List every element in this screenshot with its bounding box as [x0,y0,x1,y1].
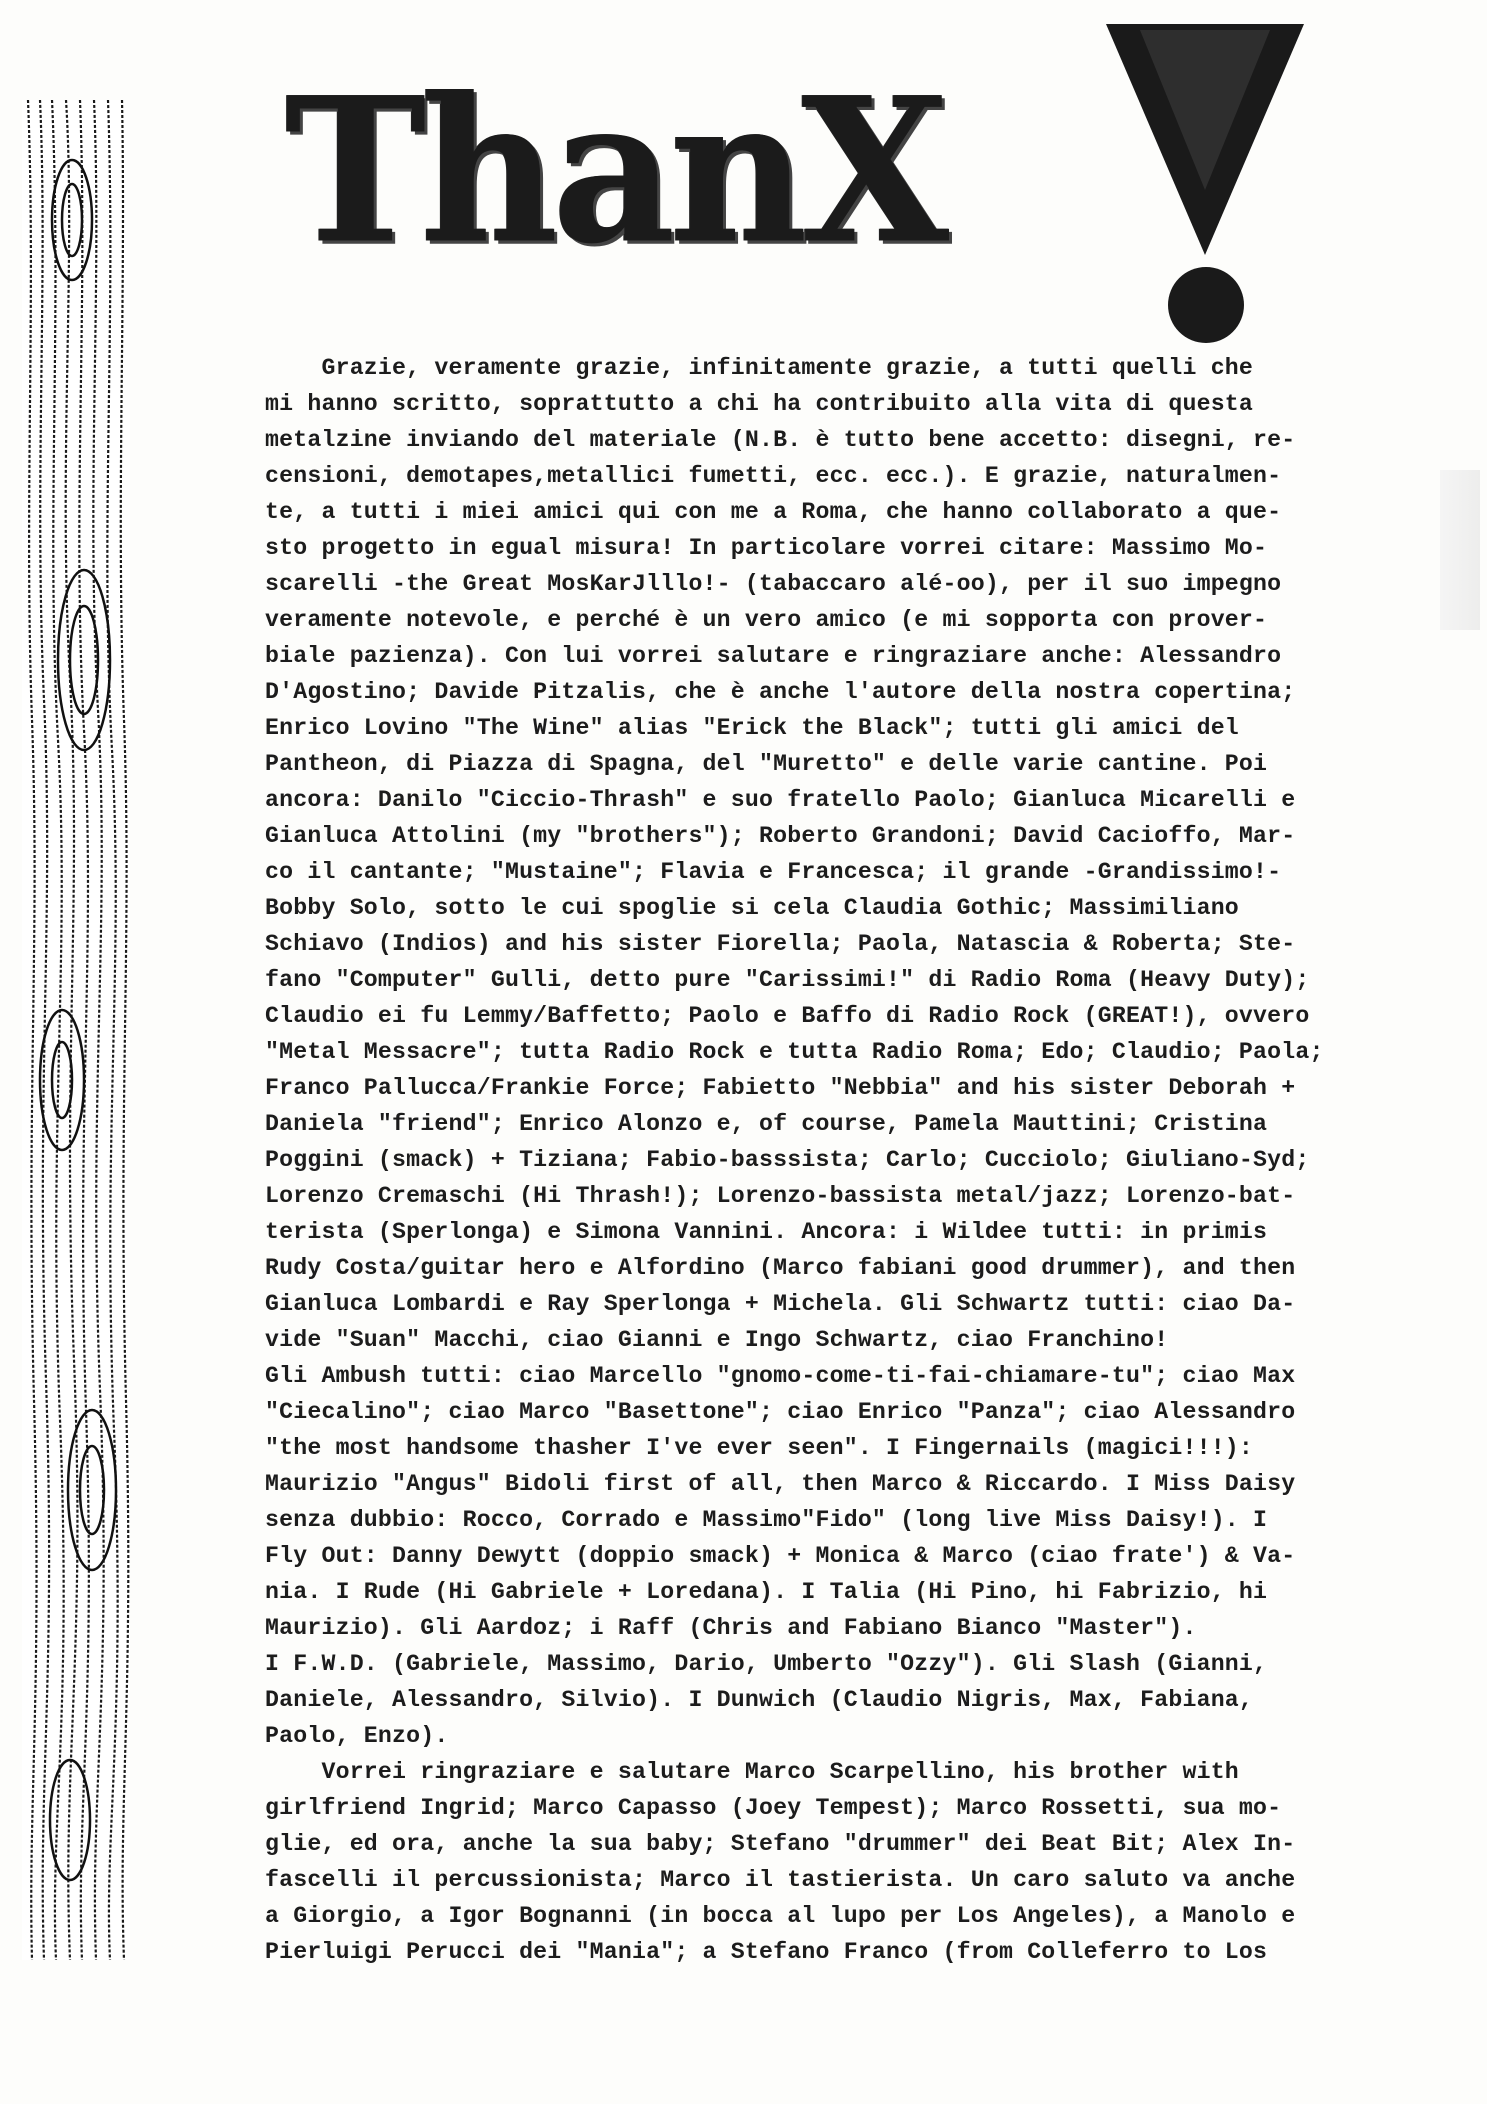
text-line: Gianluca Lombardi e Ray Sperlonga + Michela. Gli Schwartz tutti: ciao Da- [265,1291,1296,1317]
text-line: fano "Computer" Gulli, detto pure "Carissimi!" di Radio Roma (Heavy Duty); [265,967,1310,993]
text-line: sto progetto in egual misura! In particolare vorrei citare: Massimo Mo- [265,535,1268,561]
text-line: Franco Pallucca/Frankie Force; Fabietto "Nebbia" and his sister Deborah + [265,1075,1296,1101]
text-line: vide "Suan" Macchi, ciao Gianni e Ingo Schwartz, ciao Franchino! [265,1327,1169,1353]
text-line: senza dubbio: Rocco, Corrado e Massimo"Fido" (long live Miss Daisy!). I [265,1507,1268,1533]
text-line: "the most handsome thasher I've ever seen". I Fingernails (magici!!!): [265,1435,1254,1461]
text-line: Maurizio "Angus" Bidoli first of all, then Marco & Riccardo. I Miss Daisy [265,1471,1296,1497]
page-title [285,40,1085,290]
text-line: Fly Out: Danny Dewytt (doppio smack) + Monica & Marco (ciao frate') & Va- [265,1543,1296,1569]
bleed-through-mark [1440,470,1480,630]
wood-grain-border [22,100,130,1960]
text-line: Grazie, veramente grazie, infinitamente grazie, a tutti quelli che [265,355,1254,381]
text-line: Poggini (smack) + Tiziana; Fabio-basssista; Carlo; Cucciolo; Giuliano-Syd; [265,1147,1310,1173]
thanks-body-text [265,350,1395,1970]
text-line: veramente notevole, e perché è un vero amico (e mi sopporta con prover- [265,607,1268,633]
text-line: scarelli -the Great MosKarJlllo!- (tabaccaro alé-oo), per il suo impegno [265,571,1282,597]
text-line: Daniela "friend"; Enrico Alonzo e, of course, Pamela Mauttini; Cristina [265,1111,1268,1137]
text-line: Daniele, Alessandro, Silvio). I Dunwich (Claudio Nigris, Max, Fabiana, [265,1687,1254,1713]
text-line: "Ciecalino"; ciao Marco "Basettone"; ciao Enrico "Panza"; ciao Alessandro [265,1399,1296,1425]
text-line: ancora: Danilo "Ciccio-Thrash" e suo fratello Paolo; Gianluca Micarelli e [265,787,1296,813]
text-line: metalzine inviando del materiale (N.B. è tutto bene accetto: disegni, re- [265,427,1296,453]
text-line: Maurizio). Gli Aardoz; i Raff (Chris and Fabiano Bianco "Master"). [265,1615,1197,1641]
text-line: Pierluigi Perucci dei "Mania"; a Stefano Franco (from Colleferro to Los [265,1939,1268,1965]
text-line: glie, ed ora, anche la sua baby; Stefano "drummer" dei Beat Bit; Alex In- [265,1831,1296,1857]
title-text: ThanX [285,53,944,288]
text-line: "Metal Messacre"; tutta Radio Rock e tutta Radio Roma; Edo; Claudio; Paola; [265,1039,1324,1065]
text-line: terista (Sperlonga) e Simona Vannini. Ancora: i Wildee tutti: in primis [265,1219,1268,1245]
text-line: nia. I Rude (Hi Gabriele + Loredana). I Talia (Hi Pino, hi Fabrizio, hi [265,1579,1268,1605]
text-line: Claudio ei fu Lemmy/Baffetto; Paolo e Baffo di Radio Rock (GREAT!), ovvero [265,1003,1310,1029]
text-line: a Giorgio, a Igor Bognanni (in bocca al lupo per Los Angeles), a Manolo e [265,1903,1296,1929]
text-line: Vorrei ringraziare e salutare Marco Scarpellino, his brother with [265,1759,1239,1785]
exclamation-mark-graphic [1100,20,1310,350]
text-line: mi hanno scritto, soprattutto a chi ha contribuito alla vita di questa [265,391,1254,417]
text-line: Schiavo (Indios) and his sister Fiorella; Paola, Natascia & Roberta; Ste- [265,931,1296,957]
text-line: Lorenzo Cremaschi (Hi Thrash!); Lorenzo-bassista metal/jazz; Lorenzo-bat- [265,1183,1296,1209]
text-line: Enrico Lovino "The Wine" alias "Erick the Black"; tutti gli amici del [265,715,1239,741]
text-line: Bobby Solo, sotto le cui spoglie si cela Claudia Gothic; Massimiliano [265,895,1239,921]
text-line: co il cantante; "Mustaine"; Flavia e Francesca; il grande -Grandissimo!- [265,859,1282,885]
text-line: te, a tutti i miei amici qui con me a Roma, che hanno collaborato a que- [265,499,1282,525]
text-line: Pantheon, di Piazza di Spagna, del "Muretto" e delle varie cantine. Poi [265,751,1268,777]
text-line: girlfriend Ingrid; Marco Capasso (Joey Tempest); Marco Rossetti, sua mo- [265,1795,1282,1821]
text-line: I F.W.D. (Gabriele, Massimo, Dario, Umberto "Ozzy"). Gli Slash (Gianni, [265,1651,1268,1677]
text-line: fascelli il percussionista; Marco il tastierista. Un caro saluto va anche [265,1867,1296,1893]
text-line: Gianluca Attolini (my "brothers"); Roberto Grandoni; David Cacioffo, Mar- [265,823,1296,849]
text-line: censioni, demotapes,metallici fumetti, ecc. ecc.). E grazie, naturalmen- [265,463,1282,489]
text-line: D'Agostino; Davide Pitzalis, che è anche l'autore della nostra copertina; [265,679,1296,705]
text-line: Paolo, Enzo). [265,1723,449,1749]
text-line: biale pazienza). Con lui vorrei salutare e ringraziare anche: Alessandro [265,643,1282,669]
text-line: Gli Ambush tutti: ciao Marcello "gnomo-come-ti-fai-chiamare-tu"; ciao Max [265,1363,1296,1389]
text-line: Rudy Costa/guitar hero e Alfordino (Marco fabiani good drummer), and then [265,1255,1296,1281]
